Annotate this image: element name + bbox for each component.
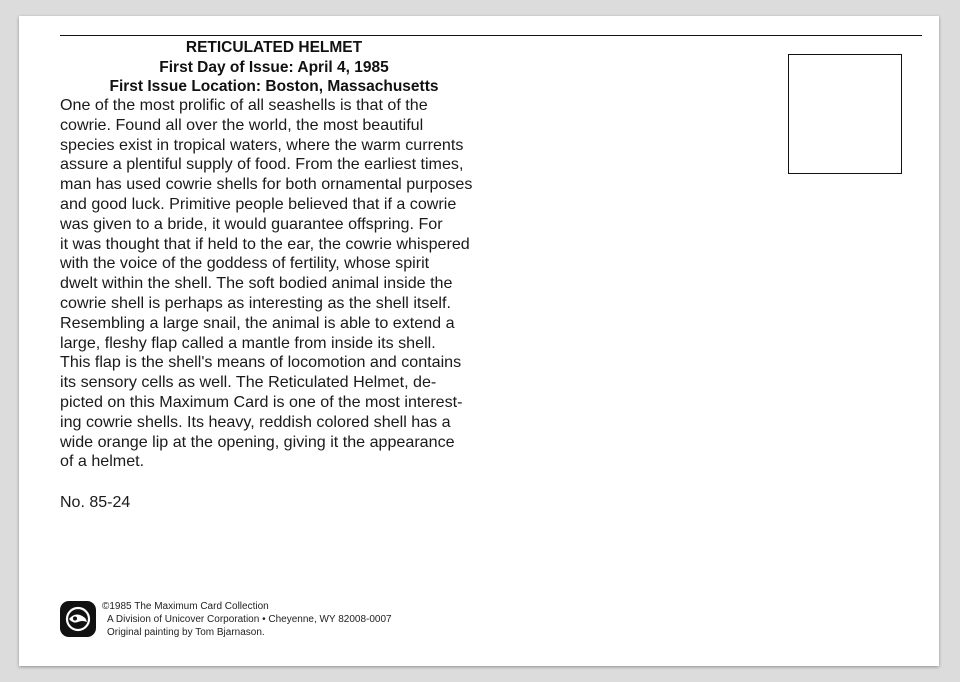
description-line: it was thought that if held to the ear, the cowrie whispered — [60, 234, 470, 253]
description-line: its sensory cells as well. The Reticulated Helmet, de- — [60, 373, 437, 392]
description-line: species exist in tropical waters, where the warm currents — [60, 135, 464, 154]
description-line: This flap is the shell's means of locomotion and contains — [60, 353, 462, 372]
stamp-placeholder-box — [788, 54, 902, 174]
description-line: dwelt within the shell. The soft bodied animal inside the — [60, 274, 453, 293]
division-line: A Division of Unicover Corporation • Cheyenne, WY 82008-0007 — [107, 614, 392, 625]
description-line: cowrie shell is perhaps as interesting as the shell itself. — [60, 293, 451, 312]
card-number: No. 85-24 — [60, 494, 131, 511]
postcard-back — [19, 16, 939, 666]
publisher-credits — [102, 600, 392, 639]
description-line: large, fleshy flap called a mantle from inside its shell. — [60, 333, 436, 352]
unicover-horn-logo-icon — [60, 601, 96, 637]
card-title: RETICULATED HELMET — [185, 39, 363, 56]
painting-credit-line: Original painting by Tom Bjarnason. — [107, 627, 265, 638]
description-text — [60, 96, 488, 472]
description-line: man has used cowrie shells for both ornamental purposes — [60, 175, 473, 194]
description-line: of a helmet. — [60, 452, 145, 471]
description-line: One of the most prolific of all seashells is that of the — [60, 96, 428, 114]
first-issue-location: First Issue Location: Boston, Massachusetts — [109, 78, 439, 95]
description-line: wide orange lip at the opening, giving it the appearance — [60, 432, 455, 451]
description-line: Resembling a large snail, the animal is able to extend a — [60, 313, 455, 332]
copyright-line: ©1985 The Maximum Card Collection — [102, 601, 269, 612]
description-line: with the voice of the goddess of fertility, whose spirit — [60, 254, 430, 273]
description-line: and good luck. Primitive people believed that if a cowrie — [60, 194, 457, 213]
description-line: cowrie. Found all over the world, the most beautiful — [60, 115, 424, 134]
description-line: was given to a bride, it would guarantee offspring. For — [60, 214, 443, 233]
description-line: picted on this Maximum Card is one of the most interest- — [60, 392, 463, 411]
top-divider — [60, 35, 922, 36]
first-day-of-issue: First Day of Issue: April 4, 1985 — [159, 58, 389, 76]
description-line: assure a plentiful supply of food. From the earliest times, — [60, 155, 464, 174]
card-heading — [60, 38, 488, 97]
description-line: ing cowrie shells. Its heavy, reddish colored shell has a — [60, 412, 451, 431]
